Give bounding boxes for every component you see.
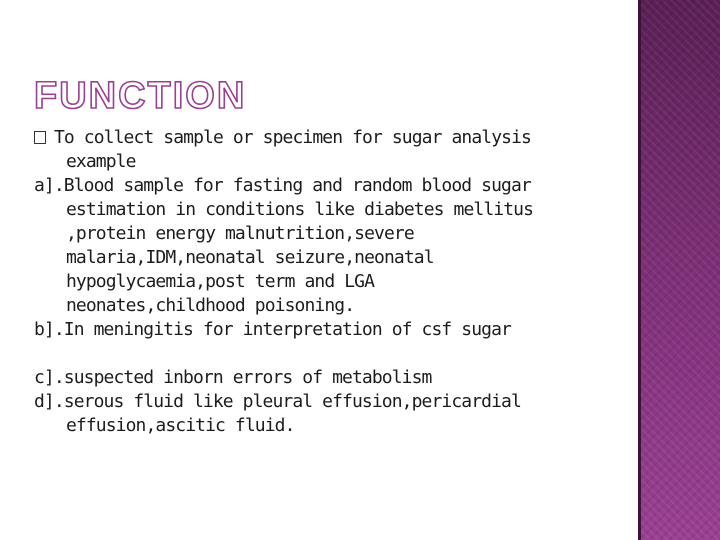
line-4: estimation in conditions like diabetes mellitus: [66, 199, 534, 220]
slide-body: [34, 126, 619, 438]
bullet-line-1: [34, 126, 619, 150]
line-5: ,protein energy malnutrition,severe: [66, 223, 414, 244]
slide-title-text: FUNCTION: [34, 75, 247, 117]
spacer: [34, 342, 619, 366]
box-icon: [34, 131, 46, 144]
decorative-side-panel: [641, 0, 720, 540]
line-3: a].Blood sample for fasting and random blood sugar: [34, 175, 531, 196]
line-10: c].suspected inborn errors of metabolism: [34, 367, 432, 388]
line-8: neonates,childhood poisoning.: [66, 295, 355, 316]
line-12: effusion,ascitic fluid.: [66, 415, 295, 436]
line-text: To collect sample or specimen for sugar analysis: [54, 127, 531, 148]
line-6: malaria,IDM,neonatal seizure,neonatal: [66, 247, 434, 268]
line-2: example: [66, 151, 136, 172]
line-9: b].In meningitis for interpretation of csf sugar: [34, 319, 511, 340]
slide-title: [34, 72, 247, 117]
line-7: hypoglycaemia,post term and LGA: [66, 271, 375, 292]
line-11: d].serous fluid like pleural effusion,pericardial: [34, 391, 521, 412]
